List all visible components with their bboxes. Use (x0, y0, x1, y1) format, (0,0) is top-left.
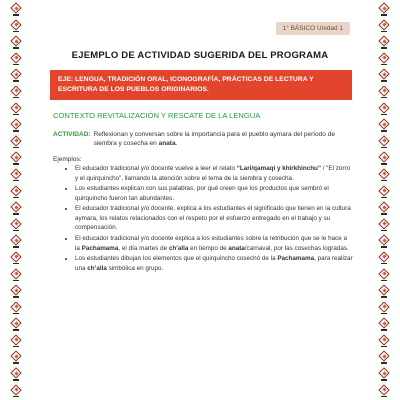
diamond-motif-icon (379, 102, 389, 116)
diamond-motif-icon (379, 268, 389, 282)
diamond-motif-icon (11, 35, 21, 49)
diamond-motif-icon (379, 19, 389, 33)
diamond-motif-icon (379, 301, 389, 315)
diamond-motif-icon (11, 251, 21, 265)
activity-text (94, 130, 353, 149)
examples-list (53, 164, 353, 274)
page-title: EJEMPLO DE ACTIVIDAD SUGERIDA DEL PROGRAMA (71, 50, 329, 61)
list-item: • Los estudiantes explican con sus palabras, por qué creen que los productos que sembró el quirquincho fueron tan abundantes. (75, 184, 353, 203)
eje-banner: EJE: LENGUA, TRADICIÓN ORAL, ICONOGRAFÍA, PRÁCTICAS DE LECTURA Y ESCRITURA DE LOS PUEBLOS ORIGINARIOS. (50, 70, 352, 100)
diamond-motif-icon (379, 284, 389, 298)
diamond-motif-icon (379, 185, 389, 199)
diamond-motif-icon (11, 350, 21, 364)
diamond-motif-icon (11, 218, 21, 232)
diamond-motif-icon (379, 2, 389, 16)
diamond-motif-icon (379, 168, 389, 182)
diamond-motif-icon (379, 317, 389, 331)
diamond-motif-icon (11, 185, 21, 199)
diamond-motif-icon (11, 384, 21, 398)
activity-text-end: . (175, 140, 178, 148)
diamond-motif-icon (379, 384, 389, 398)
activity-label: ACTIVIDAD: (53, 131, 91, 138)
list-item: • El educador tradicional y/o docente explica a los estudiantes sobre la retribución que se le hace a la Pachamama, el día martes de ch’alla en tiempo de anata/carnaval, por las cosechas logradas. (75, 234, 353, 253)
diamond-motif-icon (11, 201, 21, 215)
diamond-motif-icon (11, 268, 21, 282)
context-heading: CONTEXTO REVITALIZACIÓN Y RESCATE DE LA LENGUA (53, 111, 261, 120)
diamond-motif-icon (379, 234, 389, 248)
diamond-motif-icon (379, 85, 389, 99)
diamond-motif-icon (11, 334, 21, 348)
list-item: • Los estudiantes dibujan los elementos que el quirquincho cosechó de la Pachamama, para realizar una ch’alla simbólica en grupo. (75, 254, 353, 273)
diamond-motif-icon (11, 135, 21, 149)
activity-text-part: Reflexionan y conversan sobre la importancia para el pueblo aymara del período de siembra y cosecha en (93, 131, 335, 148)
diamond-motif-icon (11, 367, 21, 381)
diamond-motif-icon (11, 102, 21, 116)
list-item: • El educador tradicional y/o docente, explica a los estudiantes el significado que tienen en la cultura aymara, los relatos relacionados con el respeto por el esfuerzo entregado en el trabajo y su compensación. (75, 204, 353, 233)
diamond-motif-icon (11, 85, 21, 99)
diamond-motif-icon (379, 135, 389, 149)
diamond-motif-icon (379, 118, 389, 132)
activity-bold-word: anata (158, 140, 176, 148)
diamond-motif-icon (11, 19, 21, 33)
diamond-motif-icon (11, 118, 21, 132)
diamond-motif-icon (379, 350, 389, 364)
diamond-motif-icon (379, 367, 389, 381)
diamond-motif-icon (11, 68, 21, 82)
diamond-motif-icon (379, 151, 389, 165)
diamond-motif-icon (11, 168, 21, 182)
grade-unit-tag: 1° BÁSICO Unidad 1 (276, 22, 350, 35)
diamond-motif-icon (11, 317, 21, 331)
diamond-motif-icon (379, 251, 389, 265)
diamond-motif-icon (11, 284, 21, 298)
diamond-motif-icon (379, 218, 389, 232)
diamond-motif-icon (379, 201, 389, 215)
diamond-motif-icon (11, 301, 21, 315)
list-item: • El educador tradicional y/o docente vuelve a leer el relato “Lari/qamaqi y khirkhinchu” / “El zorro y el quirquincho”, llamando la atención sobre el tema de la siembra y cosecha. (75, 164, 353, 183)
diamond-motif-icon (11, 234, 21, 248)
diamond-motif-icon (379, 35, 389, 49)
activity-block (53, 130, 353, 149)
diamond-motif-icon (11, 2, 21, 16)
diamond-motif-icon (379, 334, 389, 348)
diamond-motif-icon (11, 151, 21, 165)
diamond-motif-icon (379, 68, 389, 82)
examples-label: Ejemplos: (53, 156, 82, 163)
